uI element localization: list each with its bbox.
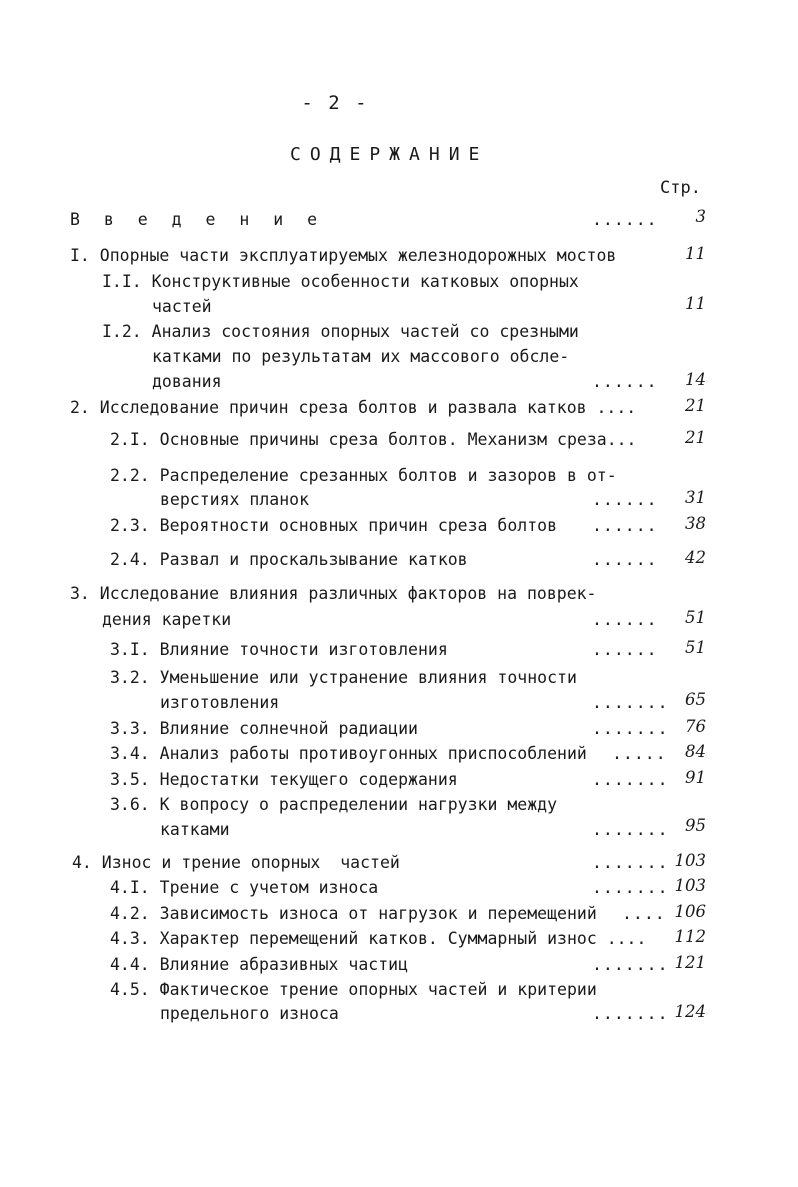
toc-leader-dots: ...... xyxy=(592,640,658,659)
toc-entry-text: 3.2. Уменьшение или устранение влияния точности xyxy=(110,668,577,687)
toc-entry-text: 2. Исследование причин среза болтов и развала катков .... xyxy=(70,398,637,417)
toc-page-number: 21 xyxy=(685,396,706,415)
toc-page-number: 106 xyxy=(674,902,706,921)
toc-entry-text: 4.2. Зависимость износа от нагрузок и перемещений xyxy=(110,904,597,923)
toc-page-number: 121 xyxy=(674,953,706,972)
toc-leader-dots: ....... xyxy=(592,853,669,872)
toc-leader-dots: .... xyxy=(622,904,666,923)
toc-leader-dots: ....... xyxy=(592,955,669,974)
toc-page-number: 112 xyxy=(674,927,706,946)
toc-entry-text: 3.4. Анализ работы противоугонных приспособлений xyxy=(110,744,587,763)
toc-page-number: 3 xyxy=(695,207,706,226)
toc-page-number: 91 xyxy=(685,768,706,787)
toc-page-number: 103 xyxy=(674,876,706,895)
toc-page-number: 95 xyxy=(685,816,706,835)
toc-page-number: 124 xyxy=(674,1002,706,1021)
toc-entry-text: 4.4. Влияние абразивных частиц xyxy=(110,955,409,974)
toc-entry-text: 3.5. Недостатки текущего содержания xyxy=(110,770,458,789)
toc-leader-dots: ....... xyxy=(592,1004,669,1023)
toc-leader-dots: ....... xyxy=(592,820,669,839)
page-title: СОДЕРЖАНИЕ xyxy=(290,144,489,165)
toc-leader-dots: ....... xyxy=(592,770,669,789)
toc-entry-text: дения каретки xyxy=(102,610,232,629)
toc-entry-text: частей xyxy=(152,297,212,316)
toc-entry-text: 3.6. К вопросу о распределении нагрузки между xyxy=(110,795,558,814)
toc-entry-text: 2.4. Развал и проскальзывание катков xyxy=(110,550,468,569)
toc-leader-dots: ....... xyxy=(592,693,669,712)
toc-page-number: 42 xyxy=(685,548,706,567)
toc-leader-dots: ...... xyxy=(592,550,658,569)
toc-leader-dots: ....... xyxy=(592,878,669,897)
toc-page-number: 31 xyxy=(685,488,706,507)
toc-page-number: 51 xyxy=(685,638,706,657)
toc-leader-dots: ..... xyxy=(612,744,667,763)
toc-page-number: 11 xyxy=(685,294,706,313)
toc-page-number: 38 xyxy=(685,514,706,533)
page-column-header: Стр. xyxy=(660,178,701,198)
toc-entry-text: катками по результатам их массового обсле- xyxy=(152,347,570,366)
toc-entry-text: 3.3. Влияние солнечной радиации xyxy=(110,719,418,738)
toc-entry-text: 4. Износ и трение опорных частей xyxy=(72,853,400,872)
toc-entry-text: 4.3. Характер перемещений катков. Суммарный износ .... xyxy=(110,929,647,948)
toc-entry-text: 4.5. Фактическое трение опорных частей и критерии xyxy=(110,980,597,999)
toc-entry-text: дования xyxy=(152,372,222,391)
page-number: - 2 - xyxy=(301,92,369,114)
toc-leader-dots: ...... xyxy=(592,372,658,391)
toc-page-number: 14 xyxy=(685,370,706,389)
toc-entry-text: верстиях планок xyxy=(160,490,310,509)
toc-page-number: 76 xyxy=(685,717,706,736)
toc-entry-text: 2.I. Основные причины среза болтов. Механизм среза... xyxy=(110,430,637,449)
toc-entry-text: 3. Исследование влияния различных факторов на поврек- xyxy=(70,584,597,603)
toc-leader-dots: ...... xyxy=(592,210,658,229)
toc-entry-text: 2.3. Вероятности основных причин среза болтов xyxy=(110,516,558,535)
toc-entry-text: В в е д е н и е xyxy=(70,210,325,229)
toc-page-number: 21 xyxy=(685,428,706,447)
toc-entry-text: 2.2. Распределение срезанных болтов и зазоров в от- xyxy=(110,466,617,485)
toc-page-number: 84 xyxy=(685,742,706,761)
toc-leader-dots: ...... xyxy=(592,610,658,629)
toc-leader-dots: ...... xyxy=(592,490,658,509)
toc-entry-text: I.I. Конструктивные особенности катковых опорных xyxy=(102,272,579,291)
toc-entry-text: I.2. Анализ состояния опорных частей со срезными xyxy=(102,322,579,341)
toc-entry-text: катками xyxy=(160,820,230,839)
toc-page-number: 11 xyxy=(685,244,706,263)
toc-page-number: 103 xyxy=(674,851,706,870)
toc-leader-dots: ....... xyxy=(592,719,669,738)
toc-page-number: 51 xyxy=(685,608,706,627)
toc-entry-text: 3.I. Влияние точности изготовления xyxy=(110,640,448,659)
toc-entry-text: предельного износа xyxy=(160,1004,339,1023)
toc-page-number: 65 xyxy=(685,690,706,709)
toc-entry-text: I. Опорные части эксплуатируемых железнодорожных мостов xyxy=(70,246,617,265)
toc-entry-text: изготовления xyxy=(160,693,280,712)
toc-entry-text: 4.I. Трение с учетом износа xyxy=(110,878,379,897)
toc-leader-dots: ...... xyxy=(592,516,658,535)
